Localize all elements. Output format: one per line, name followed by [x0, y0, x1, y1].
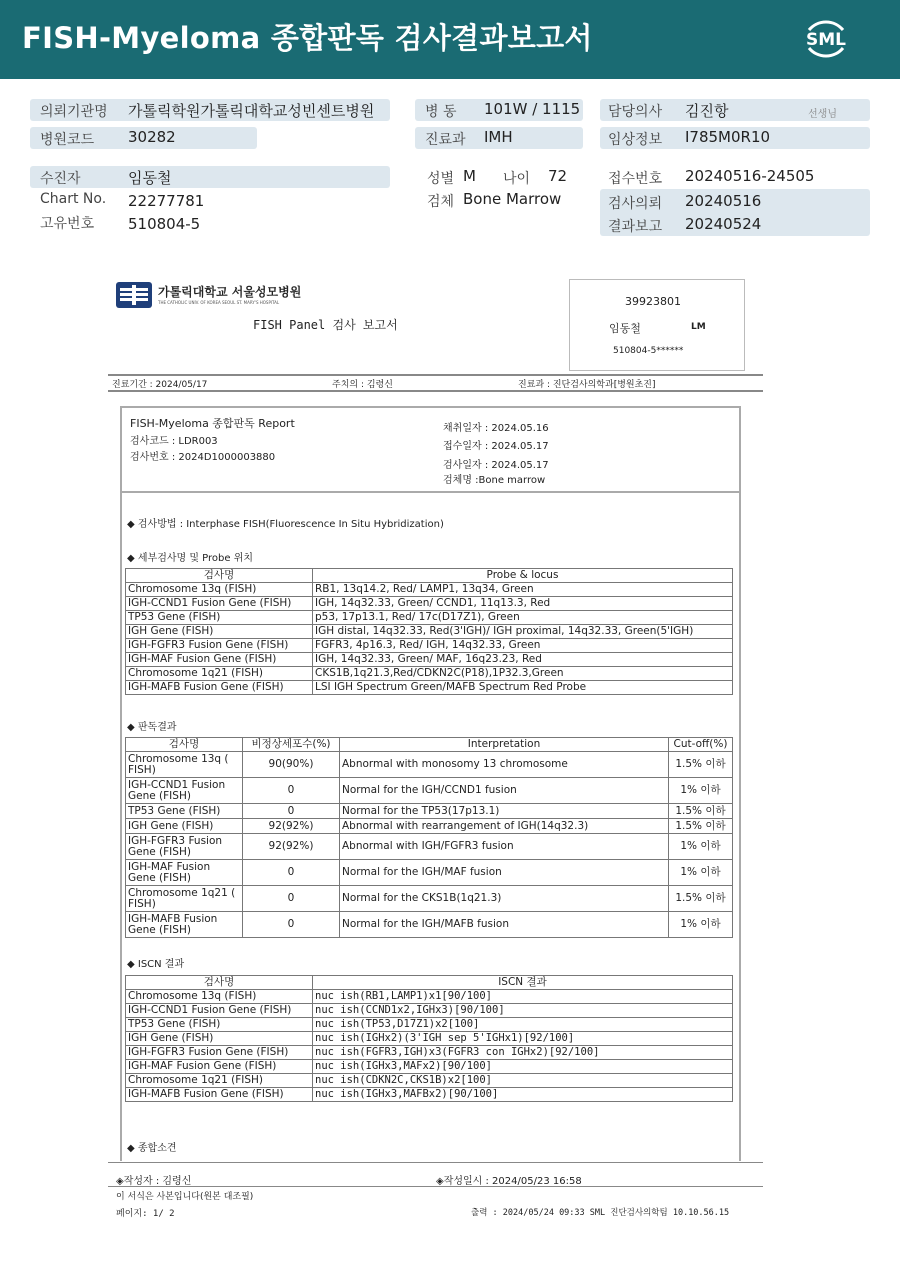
report-body: [120, 406, 741, 1161]
age-label: 나이: [503, 171, 531, 187]
table-cell: 0: [243, 860, 340, 886]
table-cell: TP53 Gene (FISH): [126, 1018, 313, 1032]
table-row: [126, 804, 733, 819]
table-row: [126, 1032, 733, 1046]
table-cell: Normal for the CKS1B(1q21.3): [340, 886, 669, 912]
specimen-label: 검체: [427, 194, 455, 210]
doctor-label: 담당의사: [608, 104, 663, 120]
table-cell: Chromosome 1q21 (FISH): [126, 1074, 313, 1088]
visit-period: 진료기간 : 2024/05/17: [112, 380, 208, 390]
table-cell: IGH-FGFR3 Fusion Gene (FISH): [126, 834, 243, 860]
table-cell: IGH Gene (FISH): [126, 625, 313, 639]
table-cell: nuc ish(IGHx3,MAFx2)[90/100]: [313, 1060, 733, 1074]
hospital-name-en: THE CATHOLIC UNIV. OF KOREA SEOUL ST. MARY'S HOSPITAL: [158, 300, 280, 305]
table-cell: IGH-MAF Fusion Gene (FISH): [126, 860, 243, 886]
specimen-value: Bone Marrow: [463, 190, 562, 208]
report-title: FISH-Myeloma 종합판독 Report: [130, 417, 295, 430]
specimen-name: 검체명 :Bone marrow: [443, 475, 546, 486]
receipt-no-value: 20240516-24505: [685, 167, 815, 185]
table-cell: nuc ish(CCND1x2,IGHx3)[90/100]: [313, 1004, 733, 1018]
dept: 진료과 : 진단검사의학과[병원초진]: [518, 380, 656, 390]
table-cell: 1.5% 이하: [669, 752, 733, 778]
table-cell: Abnormal with monosomy 13 chromosome: [340, 752, 669, 778]
table-cell: CKS1B,1q21.3,Red/CDKN2C(P18),1P32.3,Green: [313, 667, 733, 681]
table-cell: Chromosome 13q (FISH): [126, 990, 313, 1004]
table-cell: IGH-FGFR3 Fusion Gene (FISH): [126, 639, 313, 653]
table-cell: Abnormal with IGH/FGFR3 fusion: [340, 834, 669, 860]
test-date: 검사일자 : 2024.05.17: [443, 460, 549, 471]
divider-footer-2: [108, 1186, 763, 1187]
probe-heading: ◆ 세부검사명 및 Probe 위치: [127, 553, 254, 564]
probe-rows: [126, 583, 733, 695]
iscn-rows: [126, 990, 733, 1102]
result-header-cutoff: Cut-off(%): [669, 738, 733, 752]
patient-id-box: [569, 279, 745, 371]
printed-info: 출력 : 2024/05/24 09:33 SML 진단검사의학팀 10.10.56.15: [471, 1208, 730, 1218]
receipt-no-label: 접수번호: [608, 171, 663, 187]
report-date-value: 20240524: [685, 215, 762, 233]
table-cell: IGH-MAF Fusion Gene (FISH): [126, 1060, 313, 1074]
table-cell: 0: [243, 778, 340, 804]
table-cell: nuc ish(RB1,LAMP1)x1[90/100]: [313, 990, 733, 1004]
table-cell: 1% 이하: [669, 834, 733, 860]
chart-no-label: Chart No.: [40, 191, 107, 207]
result-heading: ◆ 판독결과: [127, 722, 177, 733]
table-cell: nuc ish(FGFR3,IGH)x3(FGFR3 con IGHx2)[92/100]: [313, 1046, 733, 1060]
table-row: [126, 752, 733, 778]
iscn-header-result: ISCN 결과: [313, 976, 733, 990]
table-cell: 1.5% 이하: [669, 804, 733, 819]
table-cell: nuc ish(TP53,D17Z1)x2[100]: [313, 1018, 733, 1032]
id-code: LM: [691, 322, 706, 332]
form-title: FISH Panel 검사 보고서: [253, 318, 398, 332]
request-date-value: 20240516: [685, 192, 762, 210]
table-cell: 90(90%): [243, 752, 340, 778]
department-value: IMH: [484, 128, 513, 146]
table-cell: Normal for the TP53(17p13.1): [340, 804, 669, 819]
hospital-logo: [115, 281, 153, 309]
ward-label: 병 동: [425, 104, 457, 120]
table-cell: Normal for the IGH/MAF fusion: [340, 860, 669, 886]
age-value: 72: [548, 167, 568, 185]
sex-label: 성별: [427, 171, 455, 187]
table-cell: IGH-MAFB Fusion Gene (FISH): [126, 912, 243, 938]
institution-label: 의뢰기관명: [40, 104, 108, 120]
report-header: [0, 0, 900, 79]
id-reg: 510804-5******: [613, 346, 684, 356]
page-title: FISH-Myeloma 종합판독 검사결과보고서: [22, 21, 593, 55]
result-header-name: 검사명: [126, 738, 243, 752]
doctor-suffix: 선생님: [808, 109, 837, 120]
table-cell: IGH Gene (FISH): [126, 1032, 313, 1046]
patient-value: 임동철: [128, 169, 172, 187]
table-cell: IGH, 14q32.33, Green/ MAF, 16q23.23, Red: [313, 653, 733, 667]
table-cell: IGH-MAFB Fusion Gene (FISH): [126, 681, 313, 695]
table-row: [126, 611, 733, 625]
department-label: 진료과: [425, 132, 466, 148]
iscn-heading: ◆ ISCN 결과: [127, 959, 185, 970]
table-cell: 0: [243, 912, 340, 938]
collect-date: 채취일자 : 2024.05.16: [443, 423, 549, 434]
table-cell: TP53 Gene (FISH): [126, 804, 243, 819]
report-date-label: 결과보고: [608, 219, 663, 235]
unique-no-value: 510804-5: [128, 215, 201, 233]
table-row: [126, 912, 733, 938]
table-cell: TP53 Gene (FISH): [126, 611, 313, 625]
method: ◆ 검사방법 : Interphase FISH(Fluorescence In Situ Hybridization): [127, 519, 444, 530]
svg-text:SML: SML: [806, 30, 846, 50]
report-body-divider: [122, 491, 739, 493]
table-cell: 92(92%): [243, 834, 340, 860]
result-header-abnormal: 비정상세포수(%): [243, 738, 340, 752]
sex-value: M: [463, 167, 476, 185]
table-row: [126, 990, 733, 1004]
table-cell: nuc ish(IGHx3,MAFBx2)[90/100]: [313, 1088, 733, 1102]
table-cell: Normal for the IGH/MAFB fusion: [340, 912, 669, 938]
table-row: [126, 1046, 733, 1060]
table-cell: p53, 17p13.1, Red/ 17c(D17Z1), Green: [313, 611, 733, 625]
test-code: 검사코드 : LDR003: [130, 436, 218, 447]
chart-no-value: 22277781: [128, 192, 205, 210]
table-cell: Chromosome 1q21 ( FISH): [126, 886, 243, 912]
table-row: [126, 653, 733, 667]
table-cell: 1% 이하: [669, 778, 733, 804]
doctor-value: 김진항: [685, 102, 729, 120]
patient-label: 수진자: [40, 171, 81, 187]
iscn-header-name: 검사명: [126, 976, 313, 990]
divider-bottom: [108, 390, 763, 392]
table-row: [126, 1074, 733, 1088]
table-row: [126, 886, 733, 912]
table-cell: IGH, 14q32.33, Green/ CCND1, 11q13.3, Red: [313, 597, 733, 611]
probe-header-name: 검사명: [126, 569, 313, 583]
table-cell: Chromosome 13q (FISH): [126, 583, 313, 597]
table-cell: LSI IGH Spectrum Green/MAFB Spectrum Red Probe: [313, 681, 733, 695]
table-cell: Abnormal with rearrangement of IGH(14q32.3): [340, 819, 669, 834]
table-row: [126, 625, 733, 639]
iscn-table: [125, 975, 733, 1102]
table-cell: 92(92%): [243, 819, 340, 834]
table-cell: FGFR3, 4p16.3, Red/ IGH, 14q32.33, Green: [313, 639, 733, 653]
table-row: [126, 1060, 733, 1074]
table-cell: RB1, 13q14.2, Red/ LAMP1, 13q34, Green: [313, 583, 733, 597]
table-row: [126, 1088, 733, 1102]
table-row: [126, 1018, 733, 1032]
table-cell: nuc ish(IGHx2)(3'IGH sep 5'IGHx1)[92/100]: [313, 1032, 733, 1046]
clinical-info-value: I785M0R10: [685, 128, 771, 146]
hospital-name: 가톨릭대학교 서울성모병원: [158, 285, 302, 299]
id-name: 임동철: [609, 322, 641, 335]
sml-logo: [799, 12, 853, 66]
divider-footer: [108, 1162, 763, 1163]
table-cell: nuc ish(CDKN2C,CKS1B)x2[100]: [313, 1074, 733, 1088]
copy-note: 이 서식은 사본입니다(원본 대조필): [116, 1192, 254, 1202]
probe-table: [125, 568, 733, 695]
probe-header-locus: Probe & locus: [313, 569, 733, 583]
table-row: [126, 1004, 733, 1018]
result-table: [125, 737, 733, 938]
id-number: 39923801: [625, 295, 681, 308]
page-number: 페이지: 1/ 2: [116, 1209, 175, 1219]
table-cell: IGH-MAFB Fusion Gene (FISH): [126, 1088, 313, 1102]
table-cell: Normal for the IGH/CCND1 fusion: [340, 778, 669, 804]
divider-top: [108, 374, 763, 376]
request-date-label: 검사의뢰: [608, 196, 663, 212]
table-cell: IGH-CCND1 Fusion Gene (FISH): [126, 597, 313, 611]
table-cell: 0: [243, 886, 340, 912]
table-row: [126, 834, 733, 860]
patient-row: [30, 166, 390, 188]
written-date: ◈작성일시 : 2024/05/23 16:58: [436, 1176, 582, 1187]
summary-heading: ◆ 종합소견: [127, 1143, 177, 1154]
table-row: [126, 681, 733, 695]
table-cell: 1.5% 이하: [669, 819, 733, 834]
clinical-info-label: 임상정보: [608, 132, 663, 148]
unique-no-label: 고유번호: [40, 216, 95, 232]
table-row: [126, 597, 733, 611]
institution-value: 가톨릭학원가톨릭대학교성빈센트병원: [128, 102, 375, 120]
table-cell: Chromosome 1q21 (FISH): [126, 667, 313, 681]
table-cell: IGH distal, 14q32.33, Red(3'IGH)/ IGH proximal, 14q32.33, Green(5'IGH): [313, 625, 733, 639]
author: ◈작성자 : 김령신: [116, 1176, 192, 1187]
table-cell: IGH-CCND1 Fusion Gene (FISH): [126, 778, 243, 804]
ward-value: 101W / 1115: [484, 100, 581, 118]
table-row: [126, 667, 733, 681]
table-cell: IGH-FGFR3 Fusion Gene (FISH): [126, 1046, 313, 1060]
table-row: [126, 860, 733, 886]
table-cell: 1% 이하: [669, 912, 733, 938]
table-row: [126, 583, 733, 597]
receipt-date: 접수일자 : 2024.05.17: [443, 441, 549, 452]
result-rows: [126, 752, 733, 938]
table-row: [126, 639, 733, 653]
table-cell: 1.5% 이하: [669, 886, 733, 912]
table-row: [126, 778, 733, 804]
table-cell: Chromosome 13q ( FISH): [126, 752, 243, 778]
result-header-interpretation: Interpretation: [340, 738, 669, 752]
table-cell: 0: [243, 804, 340, 819]
table-cell: IGH Gene (FISH): [126, 819, 243, 834]
table-row: [126, 819, 733, 834]
table-cell: 1% 이하: [669, 860, 733, 886]
hospital-code-value: 30282: [128, 128, 176, 146]
table-cell: IGH-MAF Fusion Gene (FISH): [126, 653, 313, 667]
attending: 주치의 : 김령신: [332, 380, 393, 390]
scanned-report: [108, 276, 768, 1226]
hospital-code-label: 병원코드: [40, 132, 95, 148]
test-no: 검사번호 : 2024D1000003880: [130, 452, 276, 463]
table-cell: IGH-CCND1 Fusion Gene (FISH): [126, 1004, 313, 1018]
